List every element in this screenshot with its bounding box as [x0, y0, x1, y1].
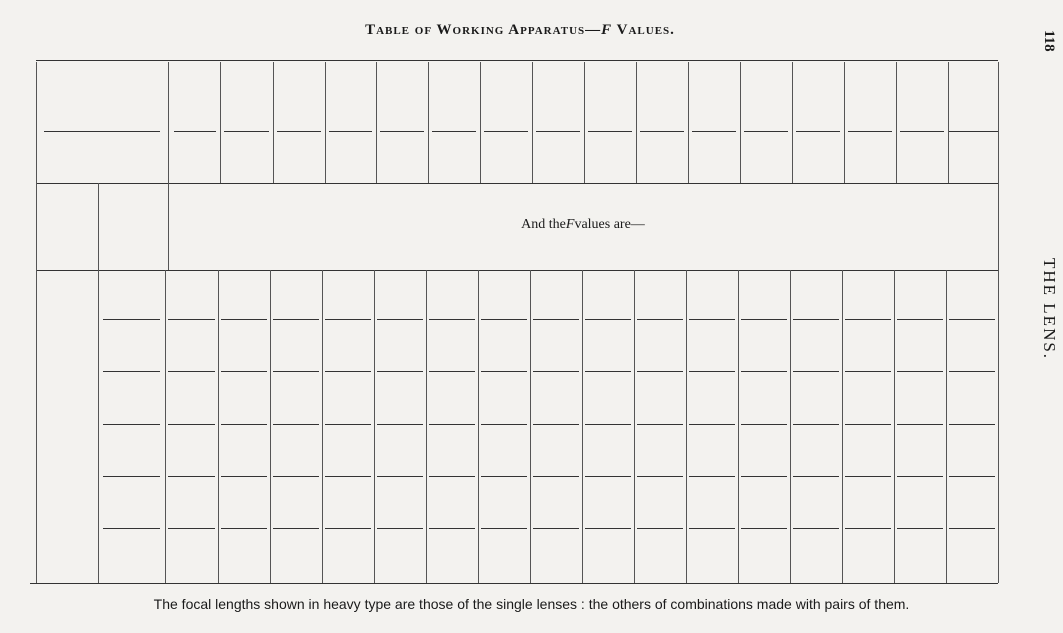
rule: [793, 528, 839, 529]
focus-cm-cell: [220, 70, 273, 122]
inches-cell: [428, 140, 480, 176]
f-value-cell: [165, 322, 218, 374]
f-value-cell: [218, 322, 270, 374]
focus-cm-cell: [584, 70, 636, 122]
column-rule: [688, 62, 689, 183]
f-value-cell: [894, 374, 946, 426]
rule: [897, 371, 943, 372]
column-rule: [428, 62, 429, 183]
f-value-cell: [270, 270, 322, 322]
focus-cm-cell: [844, 70, 896, 122]
focus-cm-cell: [792, 70, 844, 122]
f-value-cell: [270, 427, 322, 479]
column-rule: [740, 62, 741, 183]
f-value-cell: [790, 479, 842, 531]
f-value-cell: [842, 374, 894, 426]
f-value-cell: [790, 427, 842, 479]
f-value-cell: [738, 270, 790, 322]
f-value-cell: [842, 270, 894, 322]
inches-cell: [170, 140, 220, 176]
rule: [329, 131, 372, 132]
rule: [273, 528, 319, 529]
column-rule: [270, 270, 271, 583]
f-value-cell: [634, 322, 686, 374]
aperture-cell: [98, 322, 165, 374]
running-head: THE LENS.: [1040, 258, 1059, 361]
rule: [377, 528, 423, 529]
rule: [585, 319, 631, 320]
column-rule: [894, 270, 895, 583]
rule: [533, 476, 579, 477]
rule: [221, 371, 267, 372]
f-value-cell: [426, 427, 478, 479]
rule: [533, 528, 579, 529]
rule: [429, 371, 475, 372]
rule: [949, 371, 995, 372]
rule: [689, 371, 735, 372]
f-value-cell: [374, 322, 426, 374]
rule: [103, 371, 160, 372]
rule: [533, 371, 579, 372]
rule: [377, 319, 423, 320]
f-value-cell: [530, 322, 582, 374]
focus-cm-cell: [688, 70, 740, 122]
rule: [845, 424, 891, 425]
f-value-cell: [738, 322, 790, 374]
rule: [481, 319, 527, 320]
rule: [221, 476, 267, 477]
rule: [273, 319, 319, 320]
rule: [741, 319, 787, 320]
f-value-cell: [634, 427, 686, 479]
focus-header: [36, 68, 168, 116]
f-value-cell: [270, 479, 322, 531]
aperture-cell: [98, 270, 165, 322]
f-value-cell: [322, 374, 374, 426]
inches-cell: [480, 140, 532, 176]
title-text: Table of Working Apparatus—: [365, 22, 602, 38]
f-value-cell: [374, 427, 426, 479]
rule: [640, 131, 684, 132]
f-value-cell: [426, 531, 478, 583]
rule: [689, 319, 735, 320]
f-value-cell: [582, 427, 634, 479]
rule: [845, 476, 891, 477]
rule: [637, 371, 683, 372]
rule: [168, 476, 215, 477]
column-rule: [636, 62, 637, 183]
rule: [380, 131, 424, 132]
f-value-cell: [946, 479, 998, 531]
f-value-cell: [218, 270, 270, 322]
f-value-cell: [530, 270, 582, 322]
rule: [432, 131, 476, 132]
f-value-cell: [530, 479, 582, 531]
f-value-cell: [374, 270, 426, 322]
rule: [637, 476, 683, 477]
rule: [168, 319, 215, 320]
rule: [949, 424, 995, 425]
rule: [377, 371, 423, 372]
rule: [689, 476, 735, 477]
rule: [174, 131, 216, 132]
title-f: F: [601, 22, 613, 38]
stop-cell: [36, 427, 98, 479]
aperture-header: [98, 190, 168, 262]
rule: [692, 131, 736, 132]
rule: [481, 424, 527, 425]
f-value-cell: [374, 374, 426, 426]
rule: [793, 371, 839, 372]
f-value-cell: [894, 531, 946, 583]
inches-cell: [792, 140, 844, 176]
inches-cell: [532, 140, 584, 176]
column-rule: [218, 270, 219, 583]
inches-cell: [376, 140, 428, 176]
rule: [221, 424, 267, 425]
rule: [325, 528, 371, 529]
page-number: 118: [1041, 30, 1057, 52]
column-rule: [374, 270, 375, 583]
f-value-cell: [686, 479, 738, 531]
f-value-cell: [894, 270, 946, 322]
f-value-cell: [634, 270, 686, 322]
column-rule: [168, 183, 169, 270]
rule: [793, 319, 839, 320]
f-value-cell: [686, 270, 738, 322]
rule: [273, 371, 319, 372]
rule: [845, 319, 891, 320]
rule: [36, 183, 998, 184]
column-rule: [582, 270, 583, 583]
rule: [533, 319, 579, 320]
inches-header: [36, 140, 166, 176]
f-value-cell: [582, 531, 634, 583]
focus-cm-cell: [376, 70, 428, 122]
f-value-cell: [374, 531, 426, 583]
rule: [377, 476, 423, 477]
column-rule: [584, 62, 585, 183]
rule: [429, 528, 475, 529]
f-value-cell: [842, 479, 894, 531]
f-value-cell: [634, 479, 686, 531]
rule: [897, 528, 943, 529]
f-value-cell: [270, 531, 322, 583]
f-value-cell: [894, 479, 946, 531]
f-value-cell: [322, 479, 374, 531]
f-value-cell: [582, 479, 634, 531]
rule: [637, 528, 683, 529]
inches-cell: [584, 140, 636, 176]
rule: [897, 424, 943, 425]
rule: [168, 528, 215, 529]
f-value-cell: [322, 322, 374, 374]
f-value-cell: [894, 322, 946, 374]
column-rule: [948, 62, 949, 183]
f-value-cell: [426, 270, 478, 322]
rule: [273, 476, 319, 477]
f-value-cell: [946, 270, 998, 322]
rule: [585, 528, 631, 529]
f-value-cell: [686, 322, 738, 374]
inches-cell: [844, 140, 896, 176]
column-rule: [998, 270, 999, 583]
f-value-cell: [738, 479, 790, 531]
column-rule: [322, 270, 323, 583]
inches-cell: [688, 140, 740, 176]
f-value-cell: [686, 427, 738, 479]
f-value-cell: [530, 531, 582, 583]
column-rule: [896, 62, 897, 183]
rule: [637, 424, 683, 425]
rule: [429, 319, 475, 320]
column-rule: [220, 62, 221, 183]
f-value-cell: [946, 374, 998, 426]
column-rule: [998, 183, 999, 270]
f-value-cell: [270, 374, 322, 426]
column-rule: [738, 270, 739, 583]
rule: [168, 371, 215, 372]
f-value-cell: [218, 374, 270, 426]
f-value-cell: [322, 270, 374, 322]
values-header: [168, 200, 998, 250]
table-title: [0, 22, 1040, 39]
f-value-cell: [790, 374, 842, 426]
column-rule: [792, 62, 793, 183]
f-value-cell: [686, 531, 738, 583]
rule: [741, 528, 787, 529]
focus-cm-cell: [273, 70, 325, 122]
f-value-cell: [165, 427, 218, 479]
f-value-cell: [582, 270, 634, 322]
rule: [637, 319, 683, 320]
f-value-cell: [322, 531, 374, 583]
f-value-cell: [738, 427, 790, 479]
rule: [481, 476, 527, 477]
column-rule: [530, 270, 531, 583]
stop-cell: [36, 322, 98, 374]
inches-cell: [740, 140, 792, 176]
rule: [277, 131, 321, 132]
rule: [325, 476, 371, 477]
column-rule: [790, 270, 791, 583]
f-value-cell: [426, 374, 478, 426]
column-rule: [98, 183, 99, 270]
inches-cell: [325, 140, 376, 176]
rule: [325, 424, 371, 425]
column-rule: [36, 270, 37, 583]
focus-cm-cell: [532, 70, 584, 122]
aperture-cell: [98, 427, 165, 479]
f-value-cell: [374, 479, 426, 531]
f-value-cell: [582, 374, 634, 426]
f-value-cell: [218, 531, 270, 583]
f-value-cell: [478, 374, 530, 426]
column-rule: [686, 270, 687, 583]
f-value-cell: [478, 270, 530, 322]
rule: [103, 319, 160, 320]
rule: [325, 371, 371, 372]
rule: [588, 131, 632, 132]
inches-cell: [896, 140, 948, 176]
focus-cm-cell: [428, 70, 480, 122]
f-value-cell: [894, 427, 946, 479]
rule: [585, 476, 631, 477]
rule: [949, 319, 995, 320]
focus-cm-cell: [170, 70, 220, 122]
rule: [273, 424, 319, 425]
column-rule: [634, 270, 635, 583]
rule: [741, 476, 787, 477]
with-stop-header: [36, 195, 98, 255]
rule: [741, 424, 787, 425]
f-value-cell: [946, 322, 998, 374]
f-value-cell: [165, 531, 218, 583]
column-rule: [325, 62, 326, 183]
rule: [741, 371, 787, 372]
column-rule: [532, 62, 533, 183]
rule: [793, 424, 839, 425]
rule: [897, 319, 943, 320]
column-rule: [842, 270, 843, 583]
aperture-cell: [98, 374, 165, 426]
rule: [103, 476, 160, 477]
rule: [689, 528, 735, 529]
inches-cell: [273, 140, 325, 176]
f-value-cell: [634, 531, 686, 583]
rule: [949, 528, 995, 529]
focus-cm-cell: [740, 70, 792, 122]
f-value-cell: [478, 427, 530, 479]
column-rule: [478, 270, 479, 583]
rule: [103, 528, 160, 529]
f-value-cell: [478, 479, 530, 531]
rule: [221, 319, 267, 320]
rule: [689, 424, 735, 425]
rule: [44, 131, 160, 132]
f-value-cell: [790, 322, 842, 374]
rule: [793, 476, 839, 477]
f-value-cell: [218, 427, 270, 479]
rule: [585, 424, 631, 425]
values-header-text: And the: [521, 217, 566, 232]
rule: [796, 131, 840, 132]
rule: [224, 131, 269, 132]
rule: [221, 528, 267, 529]
f-value-cell: [582, 322, 634, 374]
rule: [325, 319, 371, 320]
rule: [948, 131, 998, 132]
column-rule: [426, 270, 427, 583]
rule: [585, 371, 631, 372]
focus-cm-cell: [325, 70, 376, 122]
rule: [744, 131, 788, 132]
column-rule: [165, 270, 166, 583]
rule: [900, 131, 944, 132]
f-value-cell: [946, 427, 998, 479]
stop-cell: [36, 531, 98, 583]
rule: [481, 528, 527, 529]
f-value-cell: [946, 531, 998, 583]
f-value-cell: [165, 270, 218, 322]
rule: [36, 60, 998, 61]
f-value-cell: [790, 270, 842, 322]
column-rule: [998, 62, 999, 183]
column-rule: [36, 183, 37, 270]
title-suffix: Values.: [612, 22, 675, 38]
stop-cell: [36, 479, 98, 531]
inches-cell: [636, 140, 688, 176]
f-value-cell: [270, 322, 322, 374]
f-value-cell: [165, 479, 218, 531]
aperture-cell: [98, 479, 165, 531]
column-rule: [98, 270, 99, 583]
stop-cell: [36, 374, 98, 426]
f-value-cell: [686, 374, 738, 426]
f-value-cell: [738, 531, 790, 583]
rule: [848, 131, 892, 132]
rule: [484, 131, 528, 132]
column-rule: [168, 62, 169, 183]
column-rule: [480, 62, 481, 183]
f-value-cell: [426, 479, 478, 531]
f-value-cell: [530, 427, 582, 479]
rule: [168, 424, 215, 425]
rule: [429, 424, 475, 425]
rule: [536, 131, 580, 132]
f-value-cell: [842, 427, 894, 479]
aperture-cell: [98, 531, 165, 583]
f-value-cell: [790, 531, 842, 583]
f-value-cell: [634, 374, 686, 426]
f-value-cell: [738, 374, 790, 426]
f-value-cell: [842, 531, 894, 583]
rule: [845, 528, 891, 529]
inches-cell: [220, 140, 273, 176]
footnote: The focal lengths shown in heavy type are those of the single lenses : the others of combinations made with pairs of them.: [153, 596, 910, 612]
stop-cell: [36, 270, 98, 322]
column-rule: [273, 62, 274, 183]
rule: [377, 424, 423, 425]
rule: [533, 424, 579, 425]
values-header-f: F: [565, 217, 575, 232]
rule: [481, 371, 527, 372]
column-rule: [946, 270, 947, 583]
f-value-cell: [165, 374, 218, 426]
f-value-cell: [478, 322, 530, 374]
rule: [103, 424, 160, 425]
focus-cm-cell: [896, 70, 948, 122]
f-value-cell: [842, 322, 894, 374]
rule: [429, 476, 475, 477]
rule: [845, 371, 891, 372]
f-value-cell: [218, 479, 270, 531]
column-rule: [844, 62, 845, 183]
rule: [949, 476, 995, 477]
f-value-cell: [322, 427, 374, 479]
rule: [897, 476, 943, 477]
focus-cm-cell: [480, 70, 532, 122]
column-rule: [376, 62, 377, 183]
f-value-cell: [478, 531, 530, 583]
f-value-cell: [426, 322, 478, 374]
f-value-cell: [530, 374, 582, 426]
focus-cm-cell: [636, 70, 688, 122]
values-header-suffix: values are—: [574, 217, 645, 232]
